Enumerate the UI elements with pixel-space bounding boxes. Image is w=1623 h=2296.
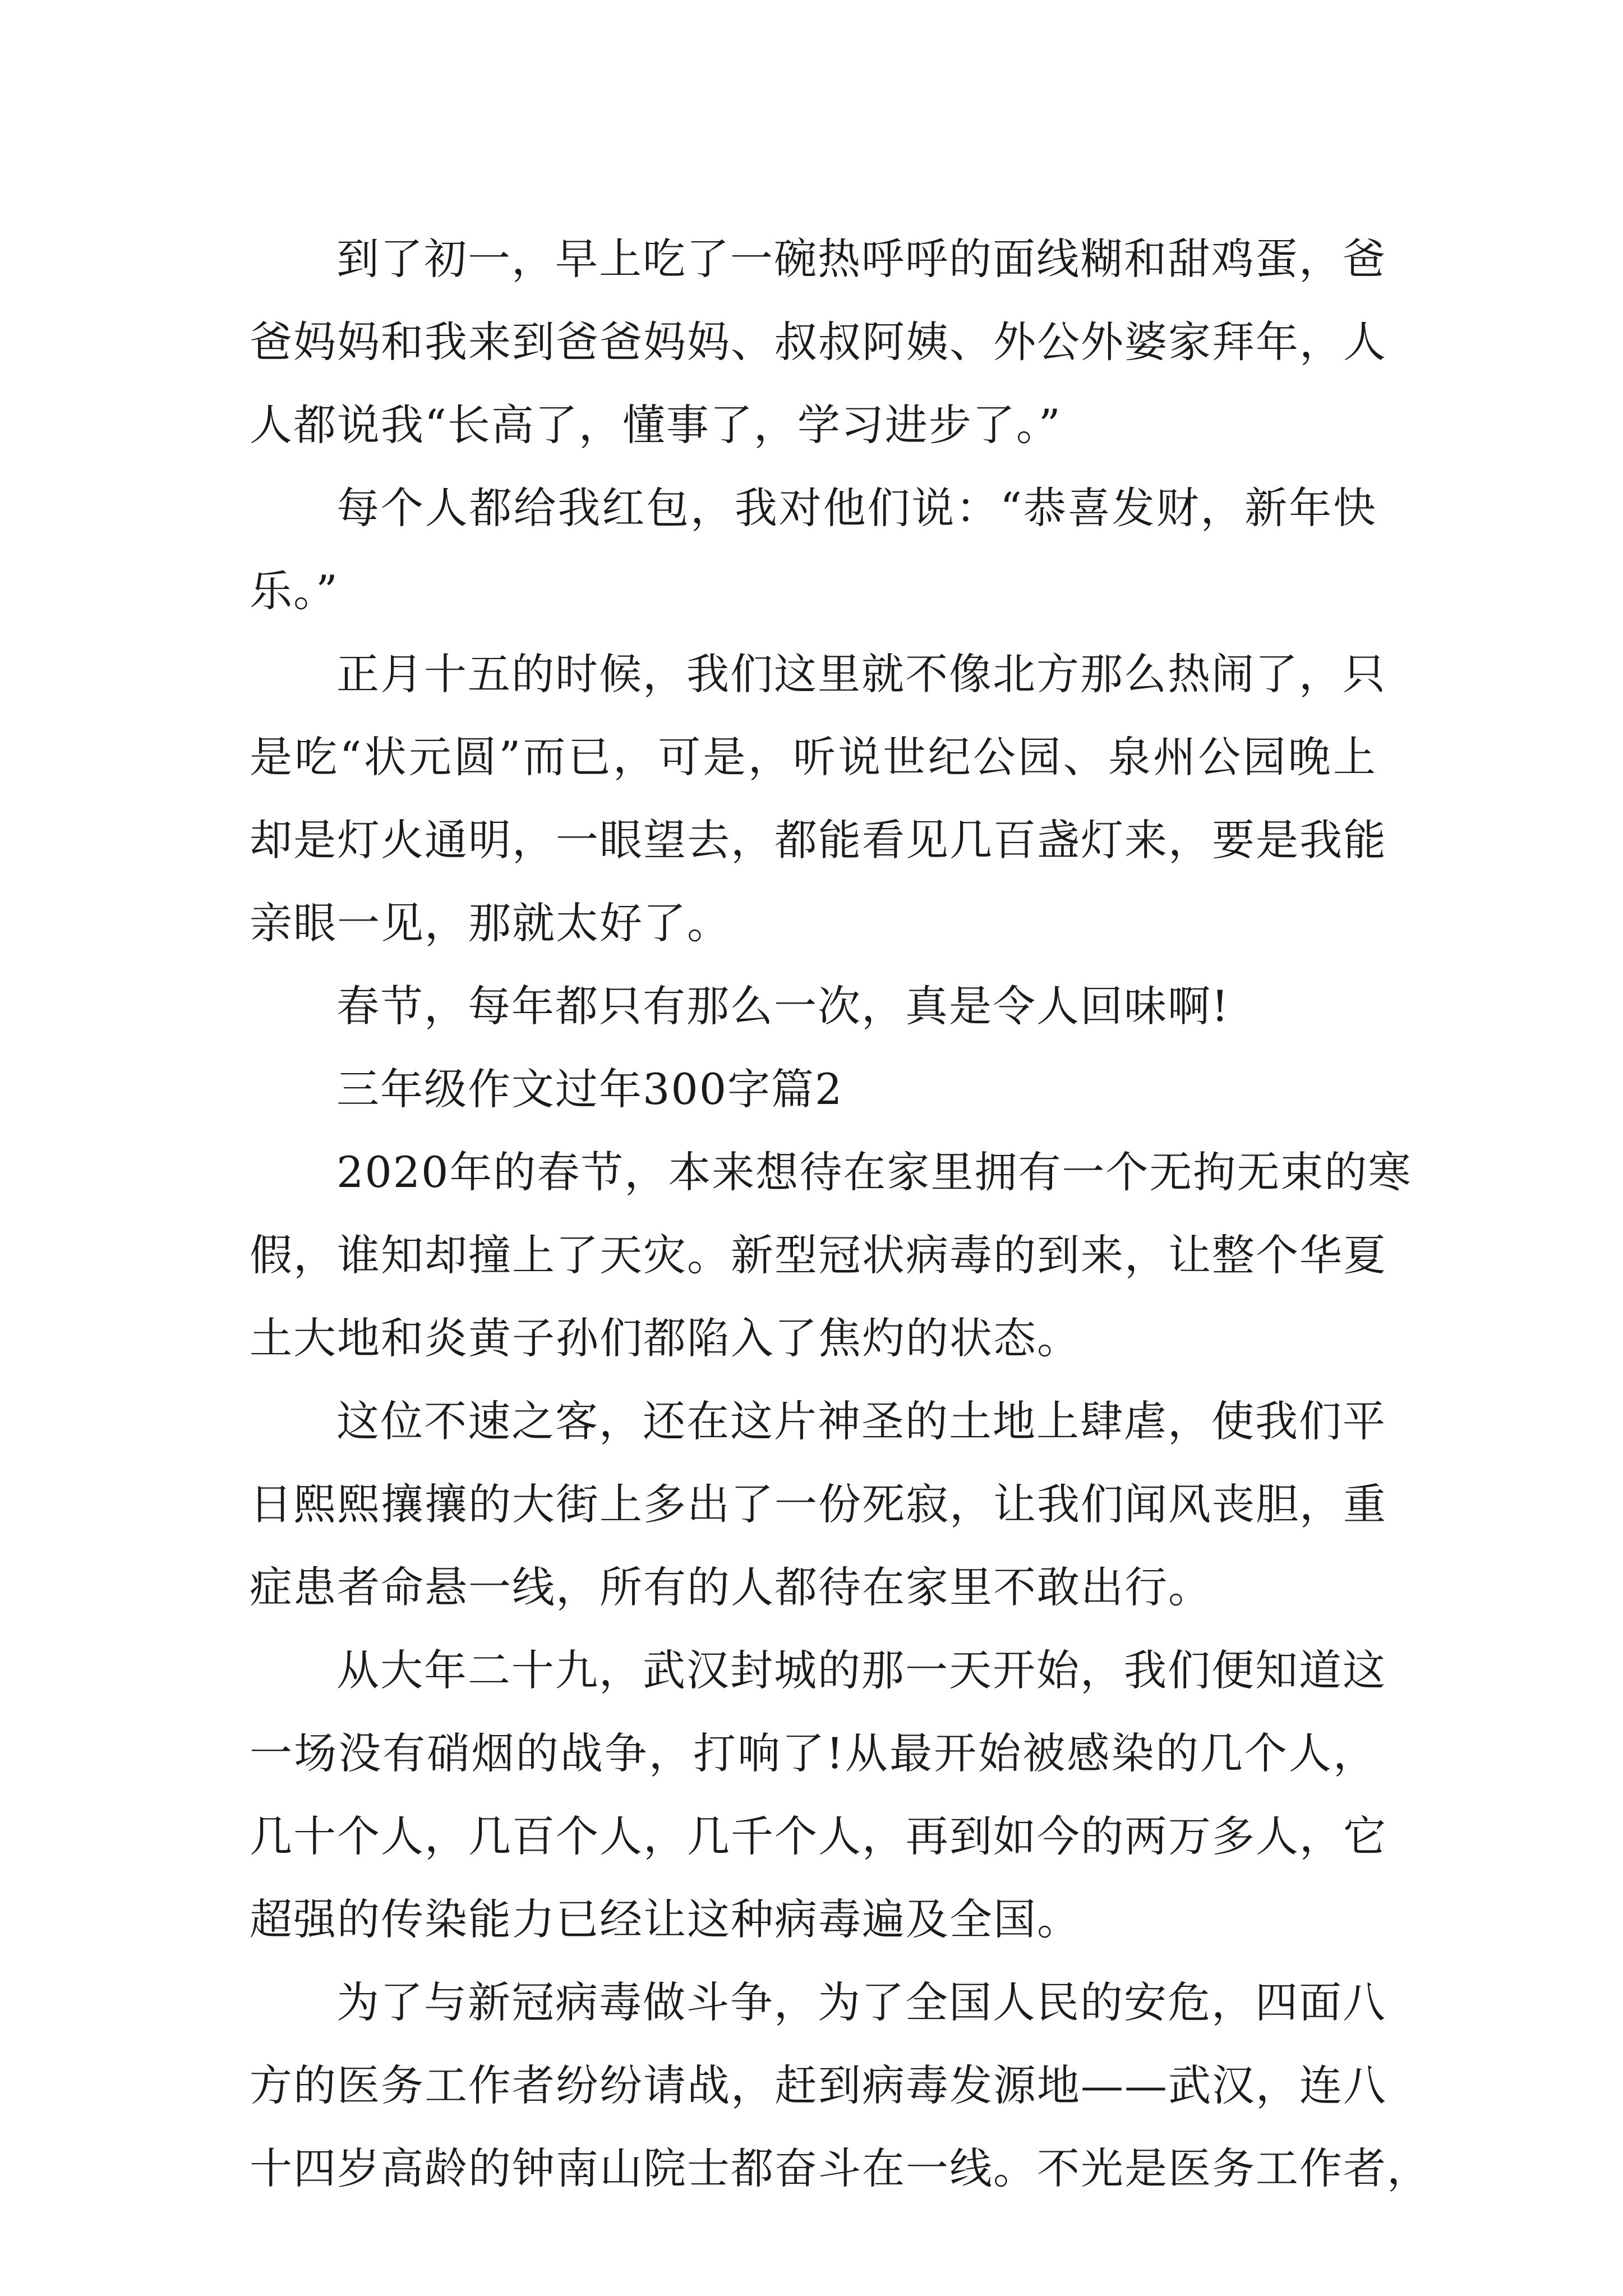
paragraph-line: 正月十五的时候，我们这里就不像北方那么热闹了，只 xyxy=(336,649,1386,699)
paragraph-line: 每个人都给我红包，我对他们说：“恭喜发财，新年快 xyxy=(336,483,1377,533)
paragraph-line: 乐。” xyxy=(250,566,339,616)
paragraph-line: 超强的传染能力已经让这种病毒遍及全国。 xyxy=(250,1894,1081,1944)
paragraph-line: 人都说我“长高了，懂事了，学习进步了。” xyxy=(250,400,1062,450)
paragraph-line: 症患者命悬一线，所有的人都待在家里不敢出行。 xyxy=(250,1562,1212,1612)
paragraph-line: 2020年的春节，本来想待在家里拥有一个无拘无束的寒 xyxy=(336,1147,1412,1197)
paragraph-line: 假，谁知却撞上了天灾。新型冠状病毒的到来，让整个华夏 xyxy=(250,1230,1387,1280)
section-heading: 三年级作文过年300字篇2 xyxy=(336,1064,843,1114)
paragraph-line: 亲眼一见，那就太好了。 xyxy=(250,898,731,948)
paragraph-line: 是吃“状元圆”而已，可是，听说世纪公园、泉州公园晚上 xyxy=(250,732,1377,782)
document-body xyxy=(250,218,1431,2210)
paragraph-line: 为了与新冠病毒做斗争，为了全国人民的安危，四面八 xyxy=(336,1977,1386,2027)
paragraph-line: 土大地和炎黄子孙们都陷入了焦灼的状态。 xyxy=(250,1313,1081,1363)
paragraph-line: 到了初一，早上吃了一碗热呼呼的面线糊和甜鸡蛋，爸 xyxy=(336,234,1386,284)
paragraph-line: 却是灯火通明，一眼望去，都能看见几百盏灯来，要是我能 xyxy=(250,815,1387,865)
paragraph-line: 方的医务工作者纷纷请战，赶到病毒发源地——武汉，连八 xyxy=(250,2060,1387,2110)
paragraph-line: 一场没有硝烟的战争，打响了!从最开始被感染的几个人， xyxy=(250,1728,1377,1778)
paragraph-line: 十四岁高龄的钟南山院士都奋斗在一线。不光是医务工作者， xyxy=(250,2143,1431,2193)
paragraph-line: 这位不速之客，还在这片神圣的土地上肆虐，使我们平 xyxy=(336,1396,1386,1446)
paragraph-line: 春节，每年都只有那么一次，真是令人回味啊! xyxy=(336,981,1230,1031)
paragraph-line: 爸妈妈和我来到爸爸妈妈、叔叔阿姨、外公外婆家拜年，人 xyxy=(250,317,1387,367)
paragraph-line: 几十个人，几百个人，几千个人，再到如今的两万多人，它 xyxy=(250,1811,1387,1861)
paragraph-line: 日熙熙攘攘的大街上多出了一份死寂，让我们闻风丧胆，重 xyxy=(250,1479,1387,1529)
paragraph-line: 从大年二十九，武汉封城的那一天开始，我们便知道这 xyxy=(336,1645,1386,1695)
